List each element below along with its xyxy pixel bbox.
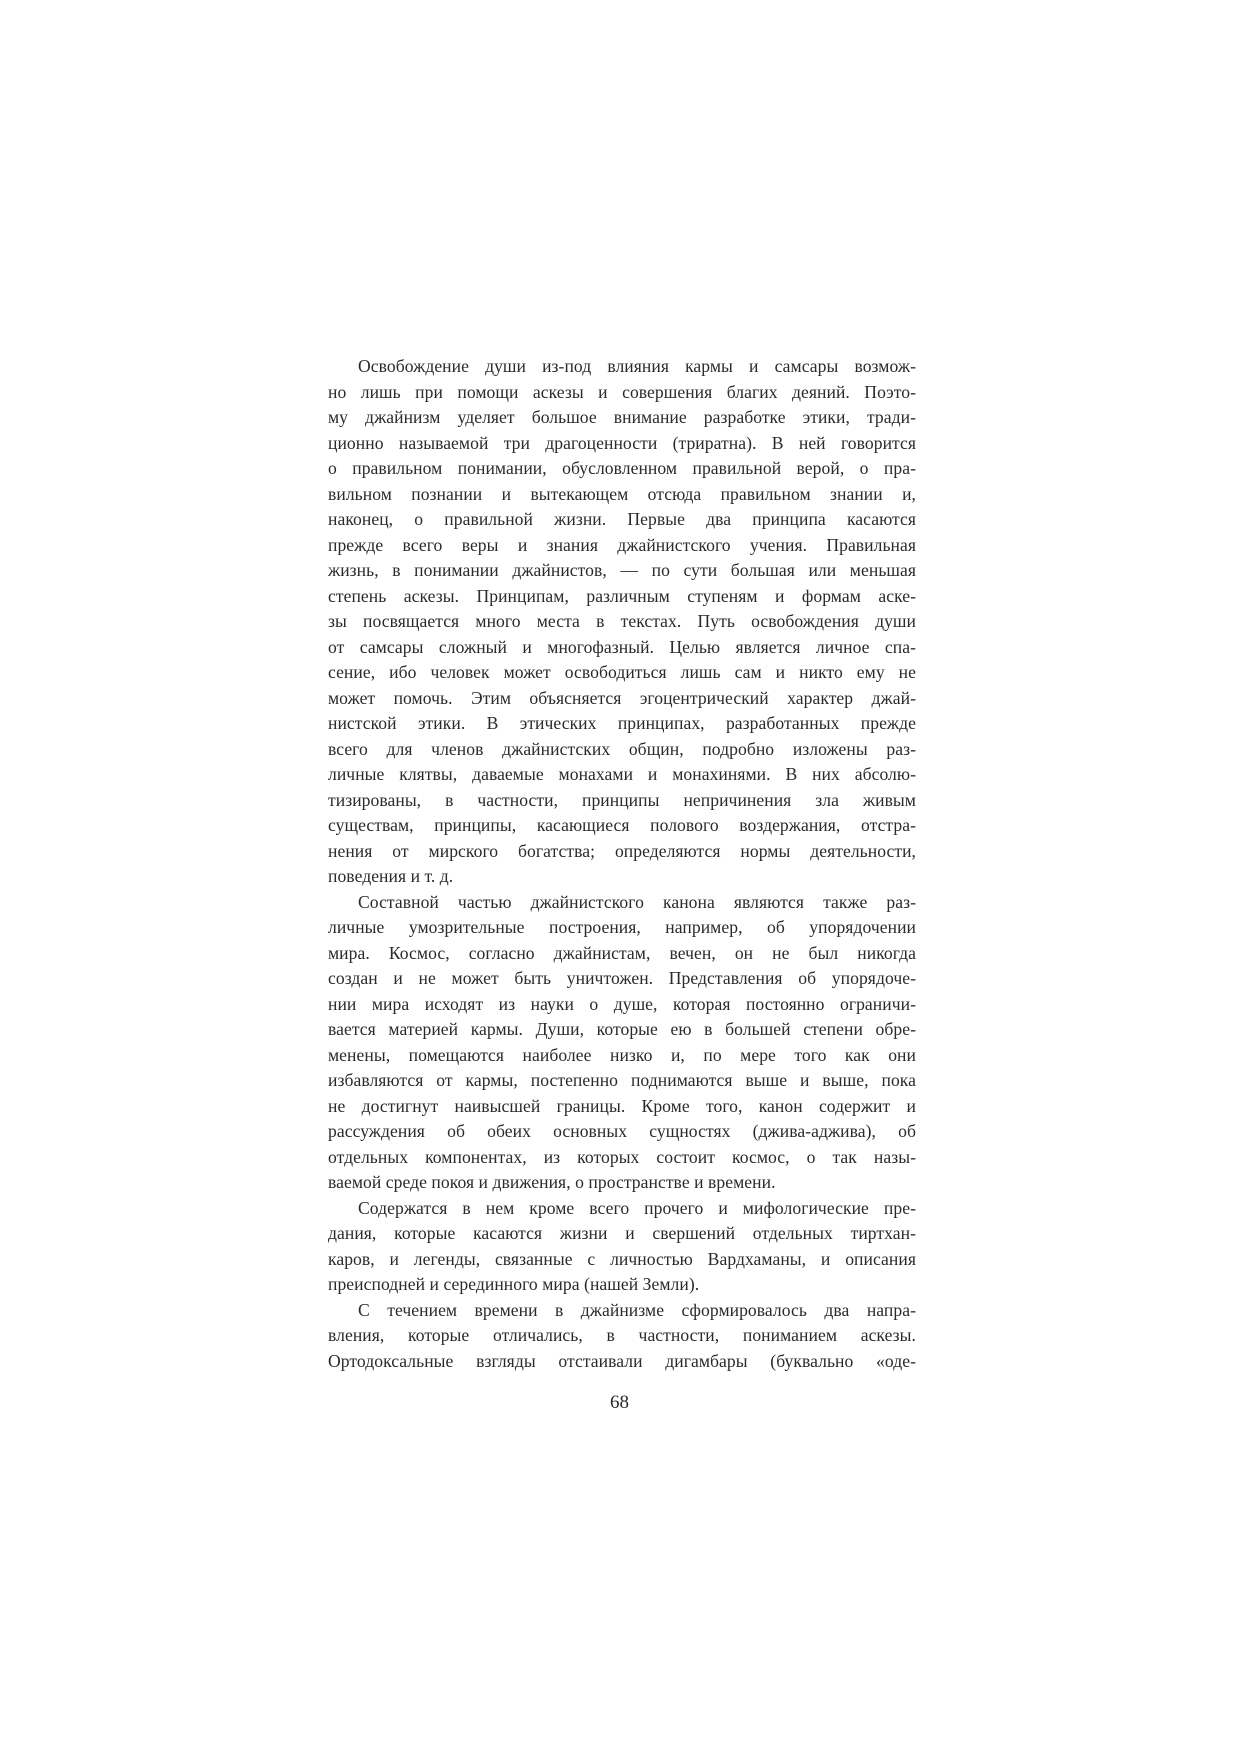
text-line: о правильном понимании, обусловленном правильной верой, о пра- (328, 458, 916, 478)
paragraph (328, 354, 916, 890)
text-line: Освобождение души из-под влияния кармы и самсары возмож- (358, 356, 916, 376)
text-line: личные умозрительные построения, например, об упорядочении (328, 917, 916, 937)
text-line: всего для членов джайнистских общин, подробно изложены раз- (328, 738, 916, 759)
paragraph (328, 1196, 916, 1298)
body-text (328, 354, 916, 1374)
text-line: каров, и легенды, связанные с личностью Вардхаманы, и описания (328, 1248, 916, 1269)
text-line: может помочь. Этим объясняется эгоцентрический характер джай- (328, 687, 916, 708)
text-line: вается материей кармы. Души, которые ею в большей степени обре- (328, 1019, 916, 1039)
text-line: не достигнут наивысшей границы. Кроме того, канон содержит и (328, 1095, 916, 1116)
text-line: отдельных компонентах, из которых состоит космос, о так назы- (328, 1146, 916, 1167)
text-line: личные клятвы, даваемые монахами и монахинями. В них абсолю- (328, 764, 916, 784)
text-line: Ортодоксальные взгляды отстаивали дигамбары (буквально «оде- (328, 1350, 916, 1371)
text-line: избавляются от кармы, постепенно поднимаются выше и выше, пока (328, 1070, 916, 1090)
text-line: нения от мирского богатства; определяются нормы деятельности, (328, 840, 916, 861)
text-line: зы посвящается много места в текстах. Путь освобождения души (328, 611, 916, 631)
text-line: ваемой среде покоя и движения, о пространстве и времени. (328, 1172, 776, 1192)
paragraph (328, 890, 916, 1196)
text-line: вления, которые отличались, в частности, пониманием аскезы. (328, 1325, 916, 1345)
page-number: 68 (610, 1392, 629, 1413)
text-line: вильном познании и вытекающем отсюда правильном знании и, (328, 483, 916, 504)
text-line: дания, которые касаются жизни и свершений отдельных тиртхан- (328, 1223, 916, 1243)
text-line: поведения и т. д. (328, 866, 454, 886)
text-line: но лишь при помощи аскезы и совершения благих деяний. Поэто- (328, 381, 916, 402)
text-line: нии мира исходят из науки о душе, которая постоянно ограничи- (328, 993, 916, 1014)
text-line: степень аскезы. Принципам, различным ступеням и формам аске- (328, 585, 916, 606)
text-line: прежде всего веры и знания джайнистского учения. Правильная (328, 534, 916, 555)
text-line: ционно называемой три драгоценности (триратна). В ней говорится (328, 432, 916, 453)
text-line: С течением времени в джайнизме сформировалось два напра- (358, 1299, 916, 1320)
text-line: существам, принципы, касающиеся полового воздержания, отстра- (328, 815, 916, 835)
text-line: тизированы, в частности, принципы непричинения зла живым (328, 789, 916, 810)
text-line: Составной частью джайнистского канона являются также раз- (358, 891, 916, 912)
text-line: жизнь, в понимании джайнистов, — по сути большая или меньшая (328, 560, 916, 580)
text-line: создан и не может быть уничтожен. Представления об упорядоче- (328, 968, 916, 988)
text-line: сение, ибо человек может освободиться лишь сам и никто ему не (328, 662, 916, 682)
text-line: менены, помещаются наиболее низко и, по мере того как они (328, 1044, 916, 1065)
text-line: мира. Космос, согласно джайнистам, вечен, он не был никогда (328, 942, 916, 963)
text-line: Содержатся в нем кроме всего прочего и мифологические пре- (358, 1197, 916, 1218)
text-line: рассуждения об обеих основных сущностях (джива-аджива), об (328, 1121, 916, 1141)
paragraph (328, 1298, 916, 1375)
text-line: нистской этики. В этических принципах, разработанных прежде (328, 713, 916, 733)
text-line: от самсары сложный и многофазный. Целью является личное спа- (328, 636, 916, 657)
text-line: му джайнизм уделяет большое внимание разработке этики, тради- (328, 407, 916, 427)
text-line: преисподней и серединного мира (нашей Земли). (328, 1274, 700, 1294)
text-line: наконец, о правильной жизни. Первые два принципа касаются (328, 509, 916, 529)
